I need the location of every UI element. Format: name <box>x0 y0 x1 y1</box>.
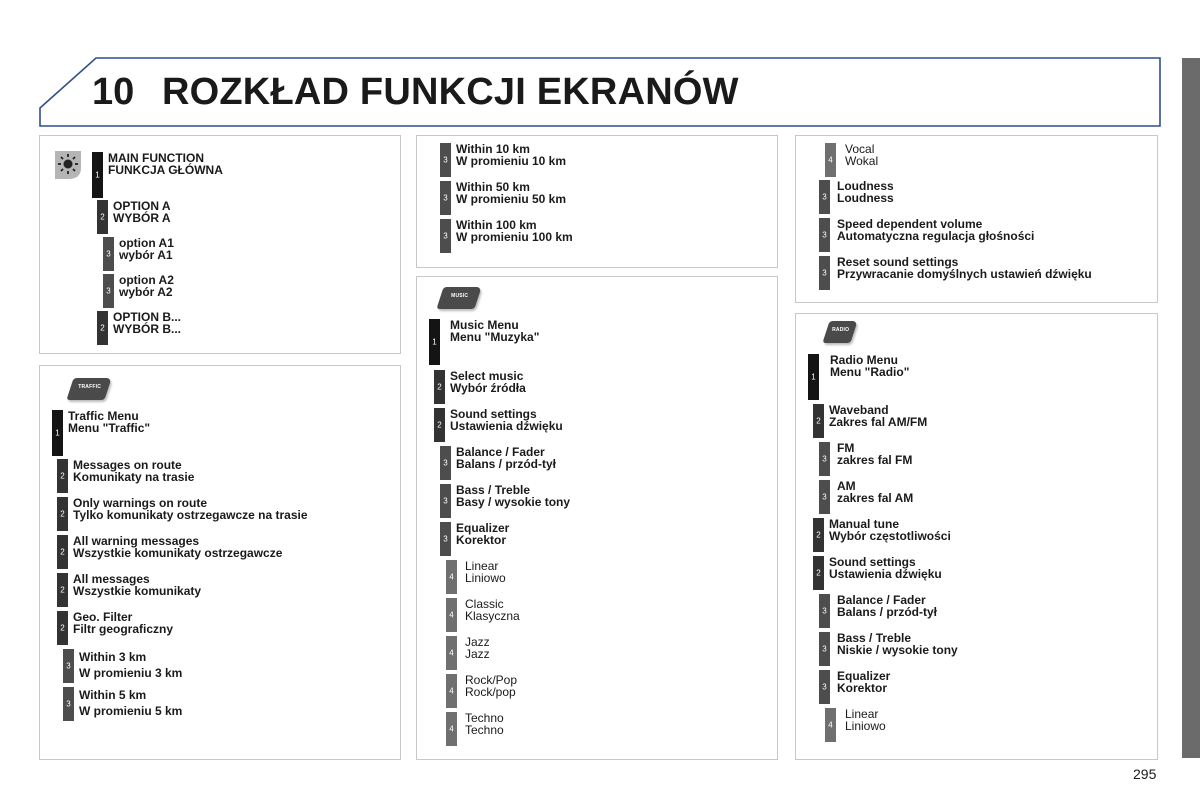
item-label-en: option A2 <box>119 273 174 287</box>
level-marker: 1 <box>52 410 63 456</box>
item-label-pl: Klasyczna <box>465 609 520 623</box>
level-marker: 2 <box>813 404 824 438</box>
item-label-en: Within 3 km <box>79 650 147 664</box>
level-marker: 3 <box>819 218 830 252</box>
item-label-en: Linear <box>465 559 499 573</box>
level-marker: 2 <box>97 200 108 234</box>
item-label-pl: Ustawienia dźwięku <box>450 419 563 433</box>
music-badge: MUSIC <box>436 287 481 309</box>
level-marker: 2 <box>57 535 68 569</box>
level-marker: 1 <box>429 319 440 365</box>
item-label-en: Bass / Treble <box>456 483 531 497</box>
level-marker: 2 <box>434 370 445 404</box>
chapter-number: 10 <box>92 71 135 113</box>
item-label-pl: W promieniu 5 km <box>79 704 183 718</box>
level-marker: 4 <box>825 708 836 742</box>
level-marker: 3 <box>63 687 74 721</box>
level-marker: 2 <box>813 518 824 552</box>
item-label-pl: Menu "Traffic" <box>68 421 151 435</box>
item-label-en: Reset sound settings <box>837 255 959 269</box>
item-label-en: FM <box>837 441 855 455</box>
main-function-icon <box>52 148 84 180</box>
item-label-en: Sound settings <box>450 407 537 421</box>
item-label-en: Bass / Treble <box>837 631 912 645</box>
item-label-pl: Korektor <box>456 533 507 547</box>
item-label-pl: W promieniu 50 km <box>456 192 567 206</box>
item-label-en: Classic <box>465 597 504 611</box>
page-number: 295 <box>1133 766 1157 782</box>
level-marker: 3 <box>63 649 74 683</box>
item-label-en: OPTION B... <box>113 310 182 324</box>
item-label-pl: Wybór źródła <box>450 381 526 395</box>
item-label-en: Within 5 km <box>79 688 147 702</box>
level-marker: 2 <box>57 573 68 607</box>
item-label-pl: WYBÓR A <box>113 211 171 225</box>
level-marker: 3 <box>819 442 830 476</box>
item-label-pl: Wokal <box>845 154 879 168</box>
item-label-pl: Techno <box>465 723 504 737</box>
item-label-en: Sound settings <box>829 555 916 569</box>
level-marker: 2 <box>57 459 68 493</box>
item-label-pl: WYBÓR B... <box>113 322 181 336</box>
level-marker: 3 <box>819 480 830 514</box>
item-label-pl: Loudness <box>837 191 894 205</box>
item-label-en: Rock/Pop <box>465 673 518 687</box>
level-marker: 4 <box>446 598 457 632</box>
item-label-en: Linear <box>845 707 879 721</box>
level-marker: 3 <box>440 446 451 480</box>
item-label-en: AM <box>837 479 856 493</box>
item-label-pl: Menu "Muzyka" <box>450 330 540 344</box>
item-label-pl: wybór A2 <box>119 285 173 299</box>
item-label-en: Manual tune <box>829 517 900 531</box>
radio-badge: RADIO <box>822 321 857 343</box>
item-label-en: Only warnings on route <box>73 496 208 510</box>
header-frame <box>0 0 1170 135</box>
level-marker: 2 <box>57 497 68 531</box>
item-label-pl: zakres fal AM <box>837 491 914 505</box>
item-label-en: option A1 <box>119 236 174 250</box>
item-label-pl: Korektor <box>837 681 888 695</box>
item-label-en: MAIN FUNCTION <box>108 151 204 165</box>
item-label-pl: Liniowo <box>465 571 506 585</box>
item-label-pl: Jazz <box>465 647 490 661</box>
item-label-pl: Zakres fal AM/FM <box>829 415 928 429</box>
item-label-en: All warning messages <box>73 534 200 548</box>
item-label-en: Within 10 km <box>456 142 530 156</box>
item-label-en: Music Menu <box>450 318 519 332</box>
level-marker: 3 <box>819 594 830 628</box>
item-label-pl: FUNKCJA GŁÓWNA <box>108 163 223 177</box>
level-marker: 3 <box>819 180 830 214</box>
level-marker: 2 <box>434 408 445 442</box>
item-label-pl: wybór A1 <box>119 248 173 262</box>
item-label-en: Vocal <box>845 142 875 156</box>
item-label-pl: Tylko komunikaty ostrzegawcze na trasie <box>73 508 308 522</box>
level-marker: 3 <box>103 274 114 308</box>
item-label-pl: Rock/pop <box>465 685 516 699</box>
item-label-en: Balance / Fader <box>837 593 926 607</box>
level-marker: 4 <box>446 674 457 708</box>
item-label-pl: Wybór częstotliwości <box>829 529 951 543</box>
item-label-en: OPTION A <box>113 199 171 213</box>
level-marker: 4 <box>446 560 457 594</box>
item-label-en: Jazz <box>465 635 490 649</box>
item-label-pl: Wszystkie komunikaty <box>73 584 202 598</box>
item-label-pl: Ustawienia dźwięku <box>829 567 942 581</box>
item-label-pl: Basy / wysokie tony <box>456 495 571 509</box>
item-label-en: Speed dependent volume <box>837 217 983 231</box>
item-label-en: Radio Menu <box>830 353 898 367</box>
item-label-pl: W promieniu 3 km <box>79 666 183 680</box>
item-label-pl: Liniowo <box>845 719 886 733</box>
level-marker: 3 <box>819 632 830 666</box>
page-title: ROZKŁAD FUNKCJI EKRANÓW <box>162 71 739 113</box>
level-marker: 3 <box>103 237 114 271</box>
level-marker: 3 <box>440 484 451 518</box>
item-label-en: Select music <box>450 369 524 383</box>
side-tab <box>1182 58 1200 758</box>
level-marker: 2 <box>97 311 108 345</box>
item-label-en: Messages on route <box>73 458 182 472</box>
level-marker: 4 <box>446 636 457 670</box>
item-label-pl: Filtr geograficzny <box>73 622 174 636</box>
item-label-pl: Balans / przód-tył <box>456 457 557 471</box>
level-marker: 3 <box>440 219 451 253</box>
item-label-pl: Komunikaty na trasie <box>73 470 195 484</box>
level-marker: 3 <box>440 143 451 177</box>
level-marker: 1 <box>92 152 103 198</box>
item-label-en: Within 100 km <box>456 218 537 232</box>
level-marker: 1 <box>808 354 819 400</box>
item-label-en: Balance / Fader <box>456 445 545 459</box>
level-marker: 3 <box>440 522 451 556</box>
item-label-en: Within 50 km <box>456 180 530 194</box>
level-marker: 3 <box>819 670 830 704</box>
item-label-pl: Niskie / wysokie tony <box>837 643 958 657</box>
item-label-pl: Wszystkie komunikaty ostrzegawcze <box>73 546 283 560</box>
level-marker: 2 <box>813 556 824 590</box>
item-label-pl: zakres fal FM <box>837 453 913 467</box>
item-label-en: All messages <box>73 572 150 586</box>
level-marker: 2 <box>57 611 68 645</box>
item-label-en: Geo. Filter <box>73 610 133 624</box>
item-label-pl: W promieniu 10 km <box>456 154 567 168</box>
level-marker: 3 <box>819 256 830 290</box>
item-label-pl: Balans / przód-tył <box>837 605 938 619</box>
item-label-pl: Menu "Radio" <box>830 365 910 379</box>
item-label-pl: Przywracanie domyślnych ustawień dźwięku <box>837 267 1092 281</box>
item-label-pl: Automatyczna regulacja głośności <box>837 229 1035 243</box>
item-label-pl: W promieniu 100 km <box>456 230 573 244</box>
item-label-en: Techno <box>465 711 504 725</box>
level-marker: 4 <box>446 712 457 746</box>
item-label-en: Traffic Menu <box>68 409 139 423</box>
item-label-en: Equalizer <box>456 521 510 535</box>
level-marker: 4 <box>825 143 836 177</box>
item-label-en: Equalizer <box>837 669 891 683</box>
item-label-en: Waveband <box>829 403 889 417</box>
traffic-badge: TRAFFIC <box>66 378 111 400</box>
item-label-en: Loudness <box>837 179 894 193</box>
level-marker: 3 <box>440 181 451 215</box>
